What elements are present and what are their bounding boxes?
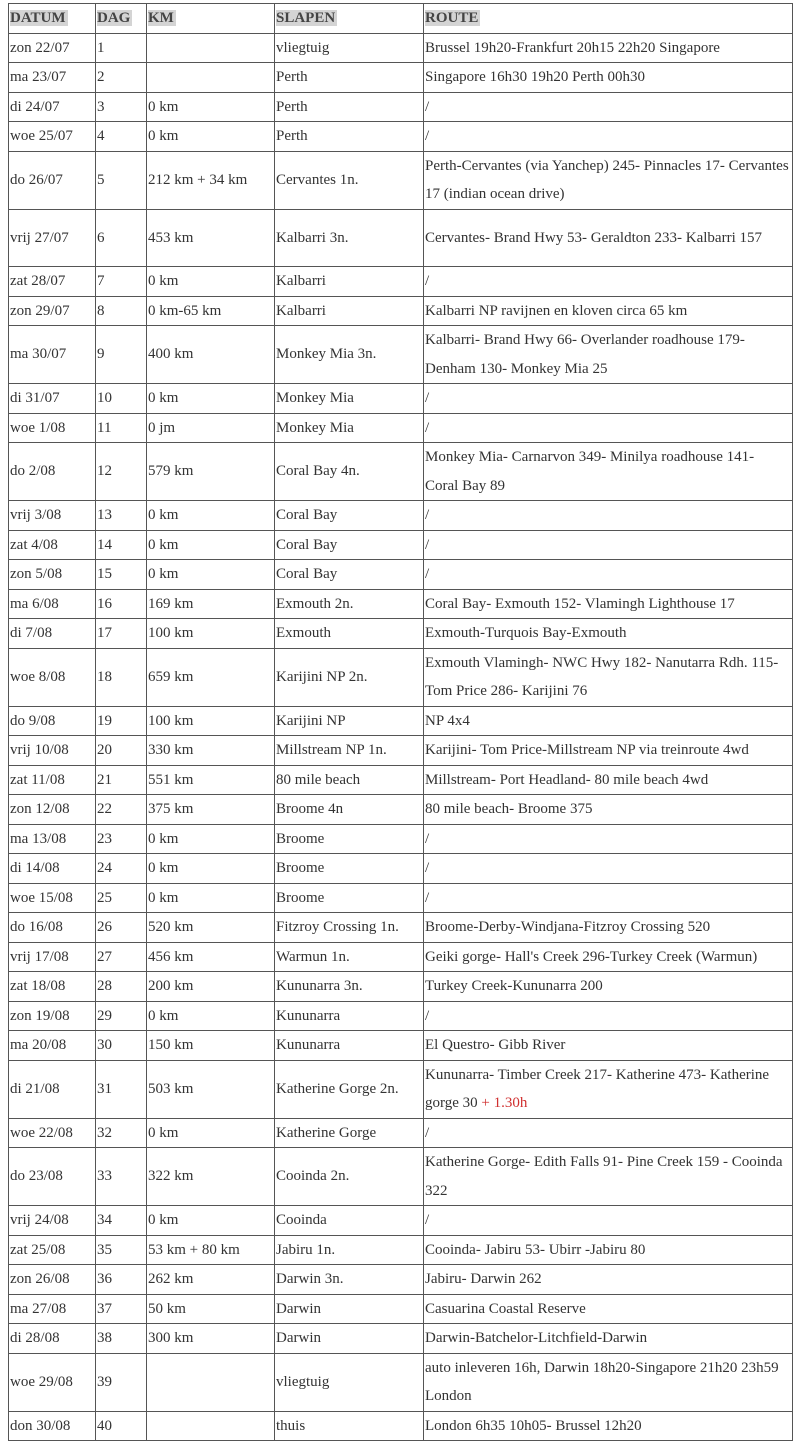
cell-route	[424, 706, 793, 736]
cell-km: 100 km	[147, 619, 275, 649]
cell-km: 0 km	[147, 560, 275, 590]
header-label: KM	[148, 10, 174, 26]
cell-km: 579 km	[147, 443, 275, 501]
cell-slapen: Darwin	[275, 1324, 424, 1354]
table-row	[9, 942, 793, 972]
cell-dag: 24	[96, 854, 147, 884]
cell-route	[424, 736, 793, 766]
cell-route	[424, 1411, 793, 1441]
cell-dag: 7	[96, 267, 147, 297]
cell-datum: ma 23/07	[9, 63, 96, 93]
cell-km: 0 km-65 km	[147, 296, 275, 326]
table-row	[9, 443, 793, 501]
table-row	[9, 972, 793, 1002]
cell-route	[424, 1206, 793, 1236]
table-row	[9, 883, 793, 913]
table-row	[9, 824, 793, 854]
cell-datum: di 14/08	[9, 854, 96, 884]
table-row	[9, 151, 793, 209]
cell-dag: 37	[96, 1294, 147, 1324]
cell-slapen: Cooinda	[275, 1206, 424, 1236]
cell-datum: vrij 24/08	[9, 1206, 96, 1236]
cell-route	[424, 1060, 793, 1118]
cell-route	[424, 267, 793, 297]
table-row	[9, 63, 793, 93]
cell-route	[424, 913, 793, 943]
cell-route	[424, 1324, 793, 1354]
cell-dag: 4	[96, 122, 147, 152]
cell-km: 0 km	[147, 501, 275, 531]
table-row	[9, 1060, 793, 1118]
cell-datum: zat 4/08	[9, 530, 96, 560]
cell-datum: zon 29/07	[9, 296, 96, 326]
cell-dag: 12	[96, 443, 147, 501]
table-row	[9, 326, 793, 384]
route-text: /	[425, 566, 430, 582]
table-row	[9, 530, 793, 560]
route-text: Coral Bay- Exmouth 152- Vlamingh Lighthouse 17	[425, 595, 735, 612]
header-label: DATUM	[10, 10, 66, 26]
cell-datum: zon 26/08	[9, 1265, 96, 1295]
table-row	[9, 1001, 793, 1031]
route-text: /	[425, 1007, 430, 1024]
cell-km: 53 km + 80 km	[147, 1235, 275, 1265]
cell-km: 0 km	[147, 92, 275, 122]
cell-km: 453 km	[147, 209, 275, 267]
cell-route	[424, 589, 793, 619]
cell-km: 456 km	[147, 942, 275, 972]
cell-datum: ma 13/08	[9, 824, 96, 854]
cell-route	[424, 1353, 793, 1411]
cell-route	[424, 384, 793, 414]
cell-datum: woe 29/08	[9, 1353, 96, 1411]
cell-datum: zon 22/07	[9, 33, 96, 63]
route-text: NP 4x4	[425, 712, 470, 729]
table-row	[9, 1411, 793, 1441]
cell-km: 503 km	[147, 1060, 275, 1118]
header-km	[147, 4, 275, 34]
cell-dag: 34	[96, 1206, 147, 1236]
cell-km: 551 km	[147, 765, 275, 795]
cell-dag: 1	[96, 33, 147, 63]
route-text: Perth-Cervantes (via Yanchep) 245- Pinnacles 17- Cervantes 17 (indian ocean drive)	[425, 157, 789, 202]
cell-km: 375 km	[147, 795, 275, 825]
cell-km: 212 km + 34 km	[147, 151, 275, 209]
cell-datum: vrij 10/08	[9, 736, 96, 766]
cell-dag: 25	[96, 883, 147, 913]
cell-km: 0 km	[147, 1206, 275, 1236]
route-text: /	[425, 390, 430, 406]
table-row	[9, 736, 793, 766]
cell-km	[147, 1353, 275, 1411]
cell-datum: di 24/07	[9, 92, 96, 122]
route-text: /	[425, 889, 430, 906]
cell-datum: ma 20/08	[9, 1031, 96, 1061]
cell-slapen: Kununarra	[275, 1031, 424, 1061]
table-row	[9, 1324, 793, 1354]
cell-dag: 2	[96, 63, 147, 93]
cell-route	[424, 1031, 793, 1061]
cell-dag: 13	[96, 501, 147, 531]
header-label: DAG	[97, 10, 131, 26]
cell-route	[424, 1118, 793, 1148]
table-row	[9, 795, 793, 825]
cell-slapen: Darwin	[275, 1294, 424, 1324]
route-text: Cervantes- Brand Hwy 53- Geraldton 233- Kalbarri 157	[425, 229, 762, 246]
cell-slapen: Perth	[275, 63, 424, 93]
cell-route	[424, 530, 793, 560]
route-text: Monkey Mia- Carnarvon 349- Minilya roadhouse 141- Coral Bay 89	[425, 449, 755, 494]
cell-datum: do 16/08	[9, 913, 96, 943]
cell-dag: 33	[96, 1148, 147, 1206]
route-text: Jabiru- Darwin 262	[425, 1271, 542, 1287]
route-text: /	[425, 419, 430, 436]
cell-km: 300 km	[147, 1324, 275, 1354]
cell-dag: 38	[96, 1324, 147, 1354]
table-row	[9, 648, 793, 706]
cell-dag: 40	[96, 1411, 147, 1441]
cell-km: 659 km	[147, 648, 275, 706]
cell-dag: 28	[96, 972, 147, 1002]
route-text: Karijini- Tom Price-Millstream NP via treinroute 4wd	[425, 742, 749, 758]
cell-km: 0 km	[147, 384, 275, 414]
table-row	[9, 1235, 793, 1265]
cell-route	[424, 883, 793, 913]
cell-km	[147, 1411, 275, 1441]
cell-km: 0 km	[147, 824, 275, 854]
table-row	[9, 267, 793, 297]
cell-dag: 3	[96, 92, 147, 122]
table-row	[9, 706, 793, 736]
cell-dag: 26	[96, 913, 147, 943]
table-row	[9, 560, 793, 590]
cell-datum: zon 19/08	[9, 1001, 96, 1031]
cell-dag: 14	[96, 530, 147, 560]
route-text: Cooinda- Jabiru 53- Ubirr -Jabiru 80	[425, 1241, 646, 1258]
cell-route	[424, 1265, 793, 1295]
cell-datum: ma 6/08	[9, 589, 96, 619]
table-row	[9, 1118, 793, 1148]
table-row	[9, 1148, 793, 1206]
cell-dag: 18	[96, 648, 147, 706]
cell-dag: 20	[96, 736, 147, 766]
cell-dag: 11	[96, 413, 147, 443]
cell-km: 0 km	[147, 1118, 275, 1148]
route-text: El Questro- Gibb River	[425, 1037, 566, 1053]
table-row	[9, 589, 793, 619]
cell-km	[147, 63, 275, 93]
cell-slapen: Monkey Mia	[275, 413, 424, 443]
cell-slapen: Broome 4n	[275, 795, 424, 825]
cell-km: 0 km	[147, 267, 275, 297]
cell-route	[424, 795, 793, 825]
cell-km: 0 jm	[147, 413, 275, 443]
cell-datum: woe 25/07	[9, 122, 96, 152]
table-row	[9, 1206, 793, 1236]
cell-dag: 5	[96, 151, 147, 209]
cell-dag: 30	[96, 1031, 147, 1061]
cell-km: 262 km	[147, 1265, 275, 1295]
table-row	[9, 501, 793, 531]
cell-slapen: Perth	[275, 92, 424, 122]
cell-km: 0 km	[147, 122, 275, 152]
route-text: Millstream- Port Headland- 80 mile beach 4wd	[425, 771, 709, 788]
cell-route	[424, 972, 793, 1002]
cell-slapen: Kununarra	[275, 1001, 424, 1031]
route-text: 80 mile beach- Broome 375	[425, 801, 593, 817]
table-row	[9, 854, 793, 884]
cell-datum: di 7/08	[9, 619, 96, 649]
cell-dag: 27	[96, 942, 147, 972]
cell-route	[424, 560, 793, 590]
cell-km: 322 km	[147, 1148, 275, 1206]
cell-slapen: Coral Bay	[275, 560, 424, 590]
cell-slapen: Broome	[275, 824, 424, 854]
table-row	[9, 33, 793, 63]
cell-slapen: Darwin 3n.	[275, 1265, 424, 1295]
table-row	[9, 1031, 793, 1061]
cell-route	[424, 209, 793, 267]
cell-route	[424, 619, 793, 649]
route-text: Turkey Creek-Kununarra 200	[425, 978, 603, 994]
cell-km	[147, 33, 275, 63]
cell-slapen: Katherine Gorge 2n.	[275, 1060, 424, 1118]
cell-slapen: 80 mile beach	[275, 765, 424, 795]
table-row	[9, 209, 793, 267]
route-text: Casuarina Coastal Reserve	[425, 1300, 586, 1317]
table-row	[9, 765, 793, 795]
cell-datum: zon 12/08	[9, 795, 96, 825]
cell-dag: 29	[96, 1001, 147, 1031]
table-row	[9, 296, 793, 326]
cell-datum: di 31/07	[9, 384, 96, 414]
cell-route	[424, 443, 793, 501]
cell-dag: 21	[96, 765, 147, 795]
cell-km: 50 km	[147, 1294, 275, 1324]
cell-datum: zat 25/08	[9, 1235, 96, 1265]
cell-route	[424, 326, 793, 384]
cell-route	[424, 765, 793, 795]
cell-dag: 10	[96, 384, 147, 414]
cell-route	[424, 63, 793, 93]
route-text: /	[425, 1212, 430, 1228]
cell-route	[424, 1001, 793, 1031]
cell-datum: di 28/08	[9, 1324, 96, 1354]
table-row	[9, 92, 793, 122]
cell-slapen: vliegtuig	[275, 1353, 424, 1411]
cell-km: 169 km	[147, 589, 275, 619]
cell-slapen: Katherine Gorge	[275, 1118, 424, 1148]
cell-slapen: Kalbarri 3n.	[275, 209, 424, 267]
itinerary-table	[8, 3, 793, 1441]
cell-route	[424, 92, 793, 122]
cell-route	[424, 824, 793, 854]
route-text: Singapore 16h30 19h20 Perth 00h30	[425, 69, 645, 85]
route-text: Darwin-Batchelor-Litchfield-Darwin	[425, 1330, 648, 1346]
cell-slapen: Coral Bay	[275, 501, 424, 531]
cell-dag: 31	[96, 1060, 147, 1118]
header-datum	[9, 4, 96, 34]
cell-dag: 8	[96, 296, 147, 326]
cell-slapen: Warmun 1n.	[275, 942, 424, 972]
table-row	[9, 913, 793, 943]
header-slapen	[275, 4, 424, 34]
route-extra-time: + 1.30h	[481, 1095, 528, 1111]
header-route	[424, 4, 793, 34]
cell-route	[424, 1148, 793, 1206]
cell-datum: woe 22/08	[9, 1118, 96, 1148]
cell-slapen: Jabiru 1n.	[275, 1235, 424, 1265]
cell-route	[424, 854, 793, 884]
table-row	[9, 1294, 793, 1324]
cell-datum: zat 11/08	[9, 765, 96, 795]
cell-km: 520 km	[147, 913, 275, 943]
header-row	[9, 4, 793, 34]
table-row	[9, 122, 793, 152]
cell-slapen: Fitzroy Crossing 1n.	[275, 913, 424, 943]
cell-slapen: Coral Bay	[275, 530, 424, 560]
cell-datum: vrij 17/08	[9, 942, 96, 972]
table-body	[9, 33, 793, 1441]
cell-datum: do 9/08	[9, 706, 96, 736]
cell-datum: do 26/07	[9, 151, 96, 209]
cell-dag: 35	[96, 1235, 147, 1265]
route-text: Brussel 19h20-Frankfurt 20h15 22h20 Singapore	[425, 39, 720, 56]
table-row	[9, 619, 793, 649]
cell-route	[424, 296, 793, 326]
route-text: /	[425, 507, 430, 523]
route-text: /	[425, 98, 430, 115]
cell-km: 100 km	[147, 706, 275, 736]
cell-route	[424, 413, 793, 443]
cell-route	[424, 501, 793, 531]
cell-km: 400 km	[147, 326, 275, 384]
cell-slapen: Kununarra 3n.	[275, 972, 424, 1002]
cell-km: 0 km	[147, 530, 275, 560]
cell-slapen: Kalbarri	[275, 296, 424, 326]
route-text: Exmouth-Turquois Bay-Exmouth	[425, 625, 627, 641]
route-text: Katherine Gorge- Edith Falls 91- Pine Creek 159 - Cooinda 322	[425, 1154, 783, 1199]
cell-route	[424, 33, 793, 63]
route-text: /	[425, 860, 430, 876]
route-text: Exmouth Vlamingh- NWC Hwy 182- Nanutarra Rdh. 115- Tom Price 286- Karijini 76	[425, 654, 779, 699]
cell-slapen: Broome	[275, 883, 424, 913]
cell-dag: 15	[96, 560, 147, 590]
cell-datum: ma 27/08	[9, 1294, 96, 1324]
cell-dag: 36	[96, 1265, 147, 1295]
cell-km: 0 km	[147, 854, 275, 884]
table-row	[9, 1353, 793, 1411]
cell-datum: do 23/08	[9, 1148, 96, 1206]
cell-slapen: vliegtuig	[275, 33, 424, 63]
cell-km: 150 km	[147, 1031, 275, 1061]
cell-slapen: Exmouth	[275, 619, 424, 649]
cell-slapen: Millstream NP 1n.	[275, 736, 424, 766]
cell-datum: do 2/08	[9, 443, 96, 501]
cell-datum: vrij 3/08	[9, 501, 96, 531]
route-text: Kununarra- Timber Creek 217- Katherine 473- Katherine gorge 30	[425, 1066, 770, 1111]
cell-dag: 22	[96, 795, 147, 825]
header-label: ROUTE	[425, 10, 479, 26]
cell-datum: di 21/08	[9, 1060, 96, 1118]
cell-dag: 6	[96, 209, 147, 267]
cell-route	[424, 942, 793, 972]
cell-slapen: Cervantes 1n.	[275, 151, 424, 209]
route-text: /	[425, 273, 430, 289]
cell-dag: 32	[96, 1118, 147, 1148]
table-row	[9, 1265, 793, 1295]
cell-datum: don 30/08	[9, 1411, 96, 1441]
route-text: /	[425, 536, 430, 553]
route-text: Kalbarri- Brand Hwy 66- Overlander roadhouse 179- Denham 130- Monkey Mia 25	[425, 332, 745, 377]
cell-km: 0 km	[147, 883, 275, 913]
table-row	[9, 384, 793, 414]
header-label: SLAPEN	[276, 10, 336, 26]
cell-route	[424, 151, 793, 209]
route-text: /	[425, 1124, 430, 1141]
cell-dag: 16	[96, 589, 147, 619]
cell-slapen: Karijini NP	[275, 706, 424, 736]
route-text: /	[425, 830, 430, 847]
cell-datum: zon 5/08	[9, 560, 96, 590]
route-text: auto inleveren 16h, Darwin 18h20-Singapore 21h20 23h59 London	[425, 1359, 779, 1404]
cell-slapen: Karijini NP 2n.	[275, 648, 424, 706]
cell-slapen: Coral Bay 4n.	[275, 443, 424, 501]
cell-dag: 39	[96, 1353, 147, 1411]
cell-km: 200 km	[147, 972, 275, 1002]
cell-dag: 19	[96, 706, 147, 736]
cell-route	[424, 648, 793, 706]
cell-dag: 17	[96, 619, 147, 649]
cell-route	[424, 1235, 793, 1265]
cell-datum: zat 28/07	[9, 267, 96, 297]
cell-route	[424, 1294, 793, 1324]
cell-datum: woe 15/08	[9, 883, 96, 913]
cell-slapen: Broome	[275, 854, 424, 884]
route-text: Geiki gorge- Hall's Creek 296-Turkey Creek (Warmun)	[425, 948, 758, 965]
cell-slapen: Cooinda 2n.	[275, 1148, 424, 1206]
cell-km: 0 km	[147, 1001, 275, 1031]
cell-datum: woe 8/08	[9, 648, 96, 706]
cell-datum: woe 1/08	[9, 413, 96, 443]
cell-datum: zat 18/08	[9, 972, 96, 1002]
cell-slapen: Exmouth 2n.	[275, 589, 424, 619]
route-text: Kalbarri NP ravijnen en kloven circa 65 km	[425, 302, 688, 319]
cell-slapen: thuis	[275, 1411, 424, 1441]
cell-dag: 9	[96, 326, 147, 384]
table-row	[9, 413, 793, 443]
cell-km: 330 km	[147, 736, 275, 766]
cell-slapen: Kalbarri	[275, 267, 424, 297]
cell-route	[424, 122, 793, 152]
cell-slapen: Perth	[275, 122, 424, 152]
cell-datum: ma 30/07	[9, 326, 96, 384]
route-text: London 6h35 10h05- Brussel 12h20	[425, 1417, 642, 1434]
route-text: /	[425, 128, 430, 144]
cell-slapen: Monkey Mia 3n.	[275, 326, 424, 384]
route-text: Broome-Derby-Windjana-Fitzroy Crossing 520	[425, 919, 711, 935]
cell-dag: 23	[96, 824, 147, 854]
cell-datum: vrij 27/07	[9, 209, 96, 267]
header-dag	[96, 4, 147, 34]
cell-slapen: Monkey Mia	[275, 384, 424, 414]
